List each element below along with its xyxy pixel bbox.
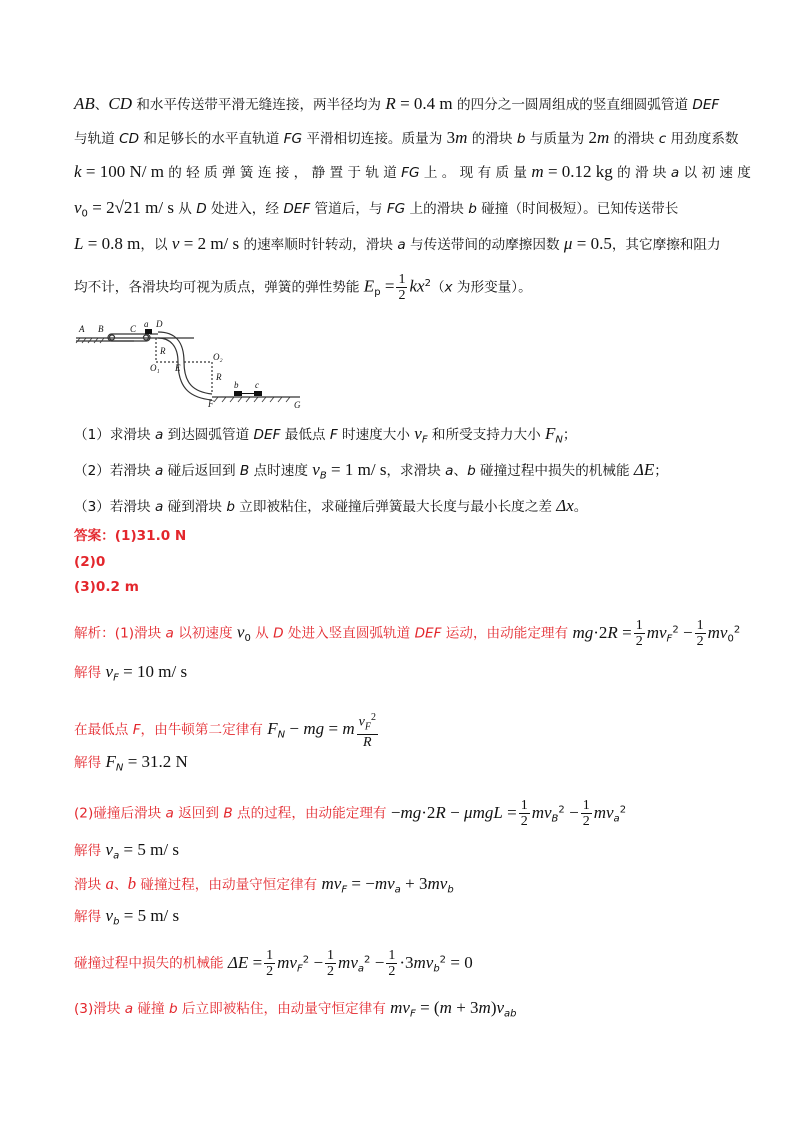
label-D: D	[156, 319, 163, 329]
answer-3: (3)0.2 m	[74, 579, 139, 595]
label-b: b	[234, 380, 239, 390]
label-O1: O₁	[150, 363, 160, 373]
solution-line-9: 碰撞过程中损失的机械能 ΔE = $\frac{1}{2}$ $mv_F^2$ − $\frac{1}{2}$ $mv_a^2$ − $\frac{1}{2}$ $\cdot 3mv_b^2 = 0$	[74, 948, 473, 979]
label-G: G	[294, 400, 301, 410]
solution-line-1: 解析：(1)滑块 a 以初速度 $v_0$ 从 D 处进入竖直圆弧轨道 DEF 运动，由动能定理有 mg·2R = $\frac{1}{2}$ $mv_F^2$ − $\frac{1}{2}$ $mv_0^2$	[74, 618, 741, 649]
solution-line-5: (2)碰撞后滑块 a 返回到 B 点的过程，由动能定理有 −mg·2R − μmgL = $\frac{1}{2}$ $mv_B^2$ − $\frac{1}{2}$ $mv_a^2$	[74, 798, 627, 829]
solution-line-3: 在最低点 F，由牛顿第二定律有 $F_N$ − mg = m $\frac{v_F^2}{R}$	[74, 712, 376, 751]
solution-line-8: 解得 $v_b = 5$ m/ s	[74, 906, 180, 928]
question-2: （2）若滑块 a 碰后返回到 B 点时速度 $v_B = 1$ m/ s，求滑块 a、b 碰撞过程中损失的机械能 ΔE；	[74, 460, 668, 482]
solution-line-6: 解得 $v_a = 5$ m/ s	[74, 840, 179, 862]
question-1: （1）求滑块 a 到达圆弧管道 DEF 最低点 F 时速度大小 $v_F$ 和所受支持力大小 $F_N$；	[74, 424, 577, 446]
problem-line-5: L = 0.8 m，以 v = 2 m/ s 的速率顺时针转动，滑块 a 与传送带间的动摩擦因数 μ = 0.5，其它摩擦和阻力	[74, 234, 721, 253]
label-c: c	[255, 380, 259, 390]
solution-line-7: 滑块 a、b 碰撞过程，由动量守恒定律有 $mv_F = -mv_a + 3mv_b$	[74, 874, 454, 896]
label-C: C	[130, 324, 137, 334]
label-B: B	[98, 324, 104, 334]
label-a: a	[144, 319, 149, 329]
problem-line-3: k = 100 N/ m 的 轻 质 弹 簧 连 接 ， 静 置 于 轨 道 FG 上 。 现 有 质 量 m = 0.12 kg 的 滑 块 a 以 初 速 度	[74, 162, 751, 181]
solution-line-2: 解得 $v_F = 10$ m/ s	[74, 662, 188, 684]
problem-line-2: 与轨道 CD 和足够长的水平直轨道 FG 平滑相切连接。质量为 3m 的滑块 b 与质量为 2m 的滑块 c 用劲度系数	[74, 128, 739, 147]
problem-line-1: AB、CD 和水平传送带平滑无缝连接，两半径均为 R = 0.4 m 的四分之一圆周组成的竖直细圆弧管道 DEF	[74, 94, 720, 113]
label-A: A	[79, 324, 85, 334]
problem-line-6: 均不计，各滑块均可视为质点，弹簧的弹性势能 $E_p$ = $\frac{1}{2}$ $kx^2(x$ 为形变量）。	[74, 272, 532, 303]
problem-line-4: $v_0 = 2√21$ m/ s 从 D 处进入，经 DEF 管道后，与 FG 上的滑块 b 碰撞（时间极短）。已知传送带长	[74, 198, 679, 220]
solution-line-10: (3)滑块 a 碰撞 b 后立即被粘住，由动量守恒定律有 $mv_F = (m + 3m)v_{ab}$	[74, 998, 517, 1020]
solution-line-4: 解得 $F_N = 31.2$ N	[74, 752, 188, 774]
track-diagram	[74, 318, 314, 410]
answer-1: 答案：(1)31.0 N	[74, 528, 187, 544]
label-O2: O₂	[213, 352, 223, 362]
label-F: F	[208, 399, 214, 409]
label-E: E	[175, 363, 181, 373]
label-R1: R	[160, 346, 166, 356]
question-3: （3）若滑块 a 碰到滑块 b 立即被粘住，求碰撞后弹簧最大长度与最小长度之差 Δx。	[74, 496, 588, 515]
answer-2: (2)0	[74, 554, 106, 570]
label-R2: R	[216, 372, 222, 382]
